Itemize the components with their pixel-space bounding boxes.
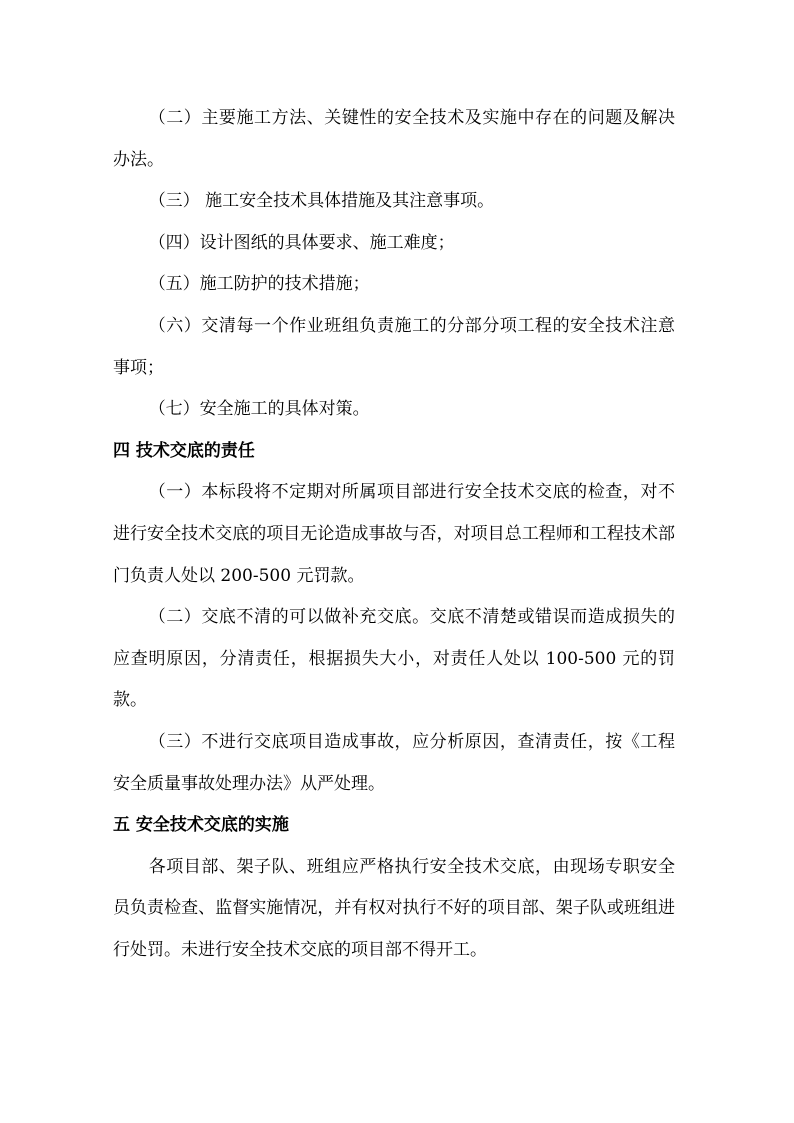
paragraph-6-team-items: （六）交清每一个作业班组负责施工的分部分项工程的安全技术注意事项； — [113, 315, 675, 378]
paragraph-3-measures: （三） 施工安全技术具体措施及其注意事项。 — [148, 191, 495, 212]
paragraph-responsibility-1: （一）本标段将不定期对所属项目部进行安全技术交底的检查，对不进行安全技术交底的项目无论造成事故与否，对项目总工程师和工程技术部门负责人处以 200-500 元罚款。 — [113, 482, 675, 586]
paragraph-5-protection: （五）施工防护的技术措施； — [148, 274, 370, 295]
section-heading-implementation: 五 安全技术交底的实施 — [113, 815, 289, 836]
paragraph-7-countermeasures: （七）安全施工的具体对策。 — [148, 399, 370, 420]
paragraph-4-drawings: （四）设计图纸的具体要求、施工难度； — [148, 232, 455, 253]
paragraph-implementation: 各项目部、架子队、班组应严格执行安全技术交底，由现场专职安全员负责检查、监督实施情况，并有权对执行不好的项目部、架子队或班组进行处罚。未进行安全技术交底的项目部不得开工。 — [113, 856, 675, 960]
document-body — [113, 98, 675, 971]
section-heading-responsibility: 四 技术交底的责任 — [113, 440, 255, 461]
paragraph-responsibility-3: （三）不进行交底项目造成事故，应分析原因，查清责任，按《工程安全质量事故处理办法》从严处理。 — [113, 731, 675, 794]
paragraph-2-methods: （二）主要施工方法、关键性的安全技术及实施中存在的问题及解决办法。 — [113, 108, 675, 170]
paragraph-responsibility-2: （二）交底不清的可以做补充交底。交底不清楚或错误而造成损失的应查明原因，分清责任，根据损失大小，对责任人处以 100-500 元的罚款。 — [113, 607, 675, 711]
